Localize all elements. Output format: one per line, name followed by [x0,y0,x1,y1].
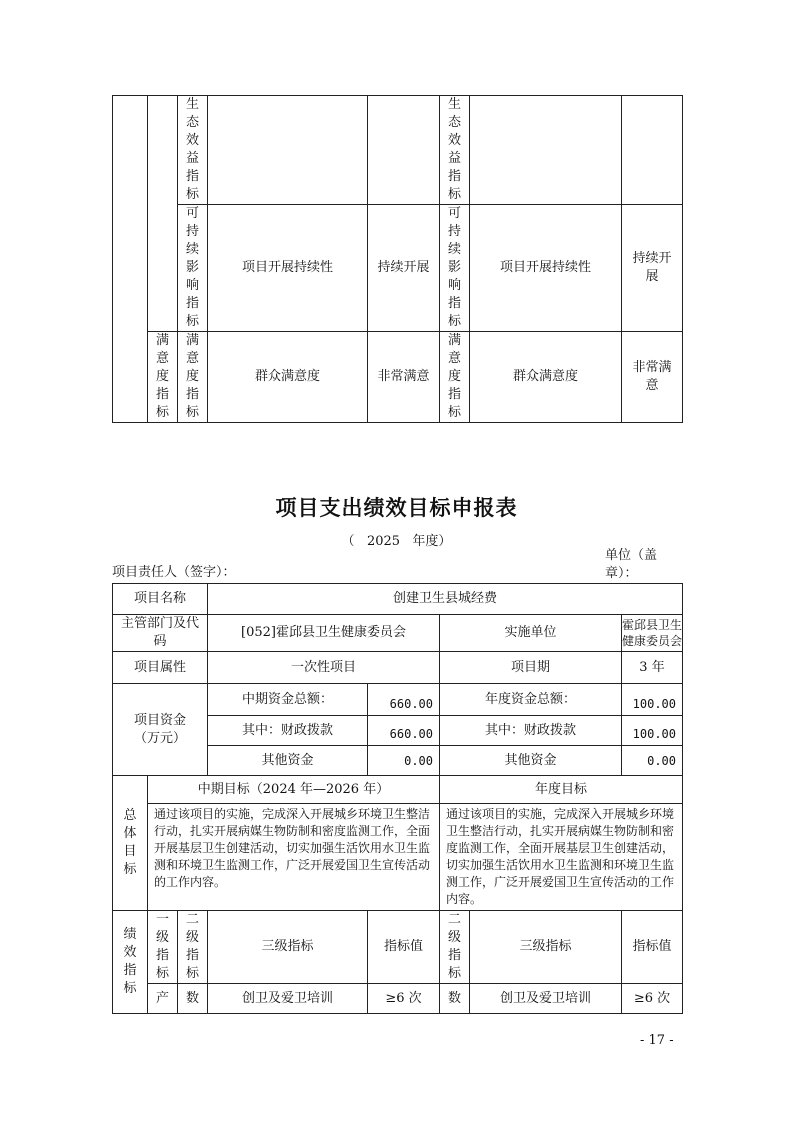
project-name-value: 创建卫生县城经费 [208,584,683,615]
sat-l3-cell-annual [440,332,470,423]
sust-value-annual-text: 持续开展 [632,251,672,284]
mid-fiscal-value: 660.00 [368,716,440,746]
attr-label: 项目属性 [113,652,208,684]
mid-goal-text: 通过该项目的实施，完成深入开展城乡环境卫生整洁行动，扎实开展病媒生物防制和密度监测工作，全面开展基层卫生创建活动，切实加强生活饮用水卫生监测和环境卫生监测工作，广泛开展爱国卫生宣传活动的工作内容。 [148,804,440,911]
sat-level2-label: 满意度指标 [156,333,170,420]
unit-seal-label: 单位（盖章）： [605,548,658,581]
impl-unit-label: 实施单位 [440,615,622,652]
mid-other-label: 其他资金 [208,746,368,776]
impl-unit-value [622,615,683,652]
l1-header-cell [148,911,178,984]
level1-cell [113,96,148,423]
annual-other-value: 0.00 [622,746,683,776]
eco-value-cell [368,96,440,205]
funds-label [113,684,208,776]
annual-goal-text: 通过该项目的实施，完成深入开展城乡环境卫生整洁行动，扎实开展病媒生物防制和密度监测工作，全面开展基层卫生创建活动，切实加强生活饮用水卫生监测和环境卫生监测工作，广泛开展爱国卫生宣传活动的工作内容。 [440,804,683,911]
annual-fiscal-label: 其中：财政拨款 [440,716,622,746]
project-name-label: 项目名称 [113,584,208,615]
dept-code-label-text: 主管部门及代码 [120,616,199,649]
sust-indicator-annual: 项目开展持续性 [470,205,622,332]
annual-goal-header: 年度目标 [440,776,683,804]
overall-goal-label-cell [113,776,148,911]
sust-value-annual [622,205,683,332]
eco-indicator-label-annual: 生态效益指标 [448,97,462,202]
eco-value-cell-annual [622,96,683,205]
sat-level3-label-annual: 满意度指标 [448,333,462,420]
level2-header: 二级指标 [186,912,200,981]
sat-indicator-annual: 群众满意度 [470,332,622,423]
dept-code-label [113,615,208,652]
impl-unit-value-text: 霍邱县卫生健康委员会 [622,618,683,648]
sat-value: 非常满意 [368,332,440,423]
year-line: （ 2025 年度） [341,534,452,549]
row-value-annual: ≥6 次 [622,984,683,1014]
annual-total-value: 100.00 [622,684,683,716]
eco-indicator-cell [208,96,368,205]
indicator-table-continued [112,95,683,423]
l3-header-annual: 三级指标 [470,911,622,984]
row-level1: 产 [148,984,178,1014]
perf-label-cell [113,911,148,1014]
attr-value: 一次性项目 [208,652,440,684]
l2-header-cell [178,911,208,984]
sust-label-cell-annual [440,205,470,332]
perf-indicator-label: 绩效指标 [123,927,137,996]
mid-other-value: 0.00 [368,746,440,776]
eco-label-cell-annual [440,96,470,205]
mid-total-label: 中期资金总额： [208,684,368,716]
level2-cell [148,96,178,332]
mid-total-value: 660.00 [368,684,440,716]
sat-value-annual [622,332,683,423]
sat-level3-label: 满意度指标 [186,333,200,420]
overall-goal-label: 总体目标 [123,808,137,877]
level2-header-annual: 二级指标 [448,912,462,981]
row-value: ≥6 次 [368,984,440,1014]
sust-indicator: 项目开展持续性 [208,205,368,332]
mid-fiscal-label: 其中：财政拨款 [208,716,368,746]
period-label: 项目期 [440,652,622,684]
mid-goal-header: 中期目标（2024 年—2026 年） [148,776,440,804]
l3-header: 三级指标 [208,911,368,984]
eco-indicator-label: 生态效益指标 [186,97,200,202]
dept-value: [052]霍邱县卫生健康委员会 [208,615,440,652]
sust-label-cell [178,205,208,332]
sust-indicator-label: 可持续影响指标 [186,206,200,329]
l2-header-cell-annual [440,911,470,984]
annual-other-label: 其他资金 [440,746,622,776]
annual-fiscal-value: 100.00 [622,716,683,746]
form-title: 项目支出绩效目标申报表 [275,496,518,520]
annual-total-label: 年度资金总额： [440,684,622,716]
row-indicator-annual: 创卫及爱卫培训 [470,984,622,1014]
row-indicator: 创卫及爱卫培训 [208,984,368,1014]
responsible-person-label: 项目责任人（签字）： [112,565,236,580]
value-header: 指标值 [368,911,440,984]
period-value: 3 年 [622,652,683,684]
sat-value-annual-text: 非常满意 [632,360,672,393]
sat-l2-cell [148,332,178,423]
eco-label-cell [178,96,208,205]
sat-l3-cell [178,332,208,423]
sust-value: 持续开展 [368,205,440,332]
row-level2-annual: 数 [440,984,470,1014]
sust-indicator-label-annual: 可持续影响指标 [448,206,462,329]
page-number: - 17 - [640,1033,674,1048]
funds-label-text: 项目资金（万元） [133,712,186,746]
value-header-annual: 指标值 [622,911,683,984]
sat-indicator: 群众满意度 [208,332,368,423]
performance-goal-form [112,583,683,1014]
level1-header: 一级指标 [156,912,170,981]
eco-indicator-cell-annual [470,96,622,205]
row-level2: 数 [178,984,208,1014]
